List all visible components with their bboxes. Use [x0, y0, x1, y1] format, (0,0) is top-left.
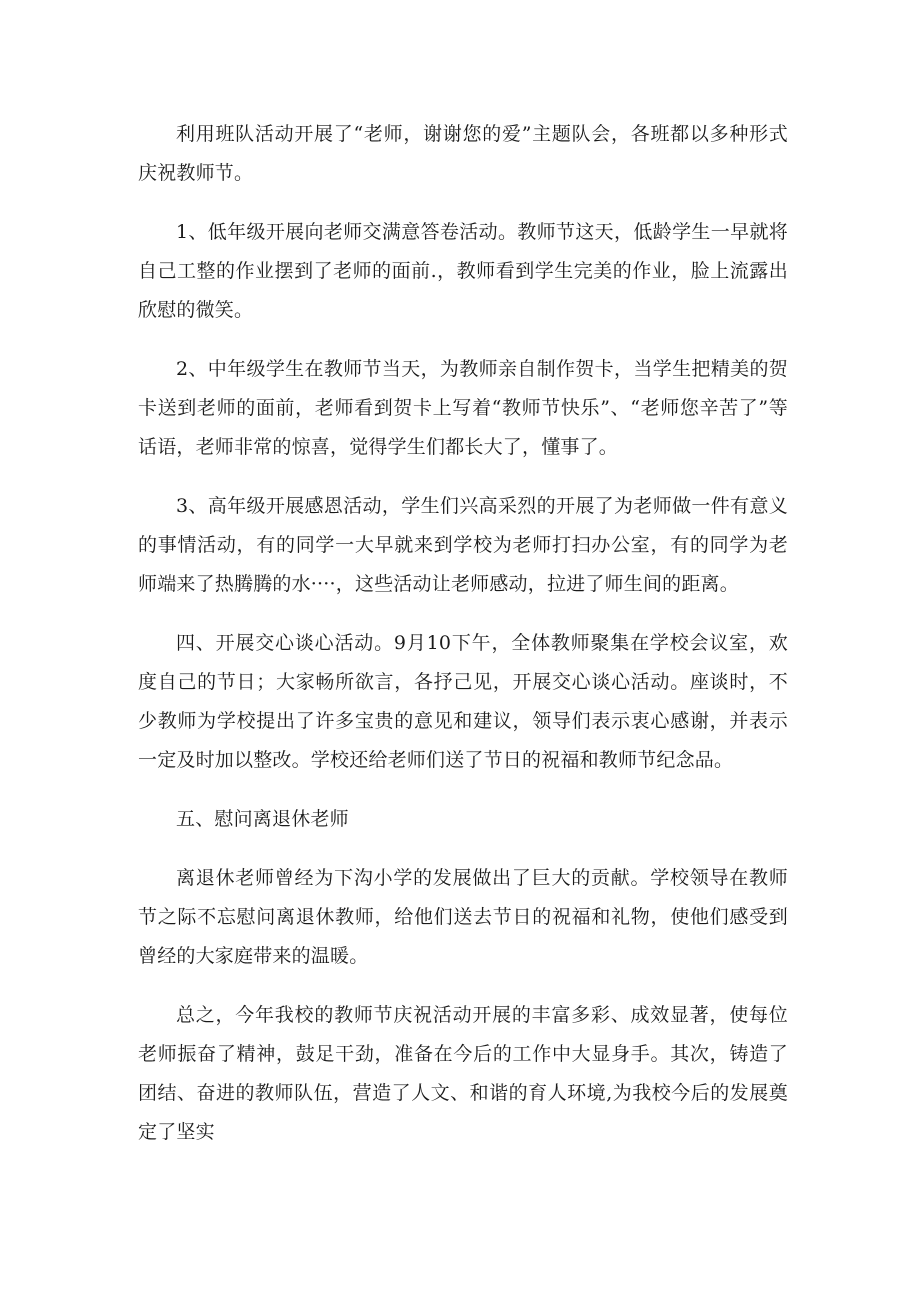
- document-body: [138, 115, 788, 1172]
- paragraph-retired-teachers: 离退休老师曾经为下沟小学的发展做出了巨大的贡献。学校领导在教师节之际不忘慰问离退休教师，给他们送去节日的祝福和礼物，使他们感受到曾经的大家庭带来的温暖。: [138, 867, 788, 967]
- paragraph-middle-grade: 2、中年级学生在教师节当天，为教师亲自制作贺卡，当学生把精美的贺卡送到老师的面前，老师看到贺卡上写着“教师节快乐”、“老师您辛苦了”等话语，老师非常的惊喜，觉得学生们都长大了，懂事了。: [138, 358, 788, 458]
- paragraph-class-meeting: 利用班队活动开展了“老师，谢谢您的爱”主题队会，各班都以多种形式庆祝教师节。: [138, 123, 788, 184]
- section-heading-retired-teachers: 五、慰问离退休老师: [176, 808, 349, 830]
- paragraph-summary: 总之，今年我校的教师节庆祝活动开展的丰富多彩、成效显著，使每位老师振奋了精神，鼓足干劲，准备在今后的工作中大显身手。其次，铸造了团结、奋进的教师队伍，营造了人文、和谐的育人环境,为我校今后的发展奠定了坚实: [138, 1004, 788, 1143]
- paragraph-heart-to-heart: 四、开展交心谈心活动。9月10下午，全体教师聚集在学校会议室，欢度自己的节日；大家畅所欲言，各抒己见，开展交心谈心活动。座谈时，不少教师为学校提出了许多宝贵的意见和建议，领导们表示衷心感谢，并表示一定及时加以整改。学校还给老师们送了节日的祝福和教师节纪念品。: [138, 632, 788, 771]
- paragraph-upper-grade: 3、高年级开展感恩活动，学生们兴高采烈的开展了为老师做一件有意义的事情活动，有的同学一大早就来到学校为老师打扫办公室，有的同学为老师端来了热腾腾的水····，这些活动让老师感动，拉进了师生间的距离。: [138, 495, 788, 595]
- paragraph-lower-grade: 1、低年级开展向老师交满意答卷活动。教师节这天，低龄学生一早就将自己工整的作业摆到了老师的面前.，教师看到学生完美的作业，脸上流露出欣慰的微笑。: [138, 221, 788, 321]
